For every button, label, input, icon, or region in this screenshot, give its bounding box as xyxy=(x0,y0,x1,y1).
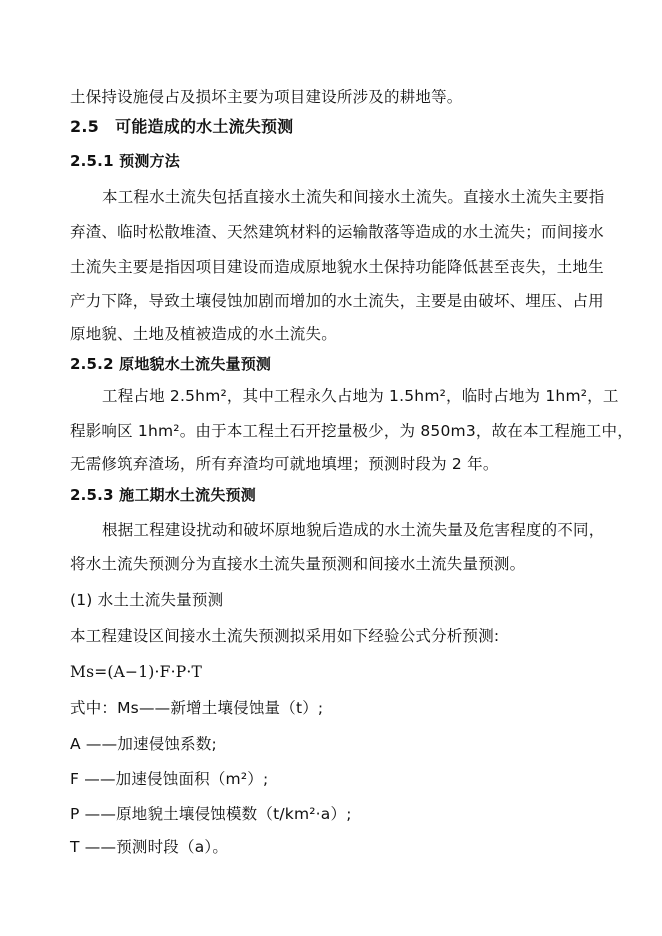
paragraph-line: 程影响区 1hm²。由于本工程土石开挖量极少，为 850m3，故在本工程施工中， xyxy=(70,422,633,440)
paragraph-line: 本工程建设区间接水土流失预测拟采用如下经验公式分析预测: xyxy=(70,627,500,645)
paragraph-line: 将水土流失预测分为直接水土流失量预测和间接水土流失量预测。 xyxy=(70,555,526,573)
paragraph-line: 本工程水土流失包括直接水土流失和间接水土流失。直接水土流失主要指 xyxy=(102,188,605,206)
subsection-heading-2-5-2: 2.5.2 原地貌水土流失量预测 xyxy=(70,355,272,373)
paragraph-line: 土流失主要是指因项目建设而造成原地貌水土保持功能降低甚至丧失，土地生 xyxy=(70,258,604,276)
formula: Ms=(A−1)·F·P·T xyxy=(70,663,203,681)
formula-definition: T ——预测时段（a）。 xyxy=(70,838,229,856)
subsection-heading-2-5-3: 2.5.3 施工期水土流失预测 xyxy=(70,486,256,504)
paragraph-line: 产力下降，导致土壤侵蚀加剧而增加的水土流失，主要是由破坏、埋压、占用 xyxy=(70,292,604,310)
paragraph-line: 无需修筑弃渣场，所有弃渣均可就地填埋；预测时段为 2 年。 xyxy=(70,455,499,473)
list-item-heading: (1) 水土土流失量预测 xyxy=(70,591,224,609)
formula-definition: 式中：Ms——新增土壤侵蚀量（t）; xyxy=(70,699,324,717)
paragraph-line: 原地貌、土地及植被造成的水土流失。 xyxy=(70,325,337,343)
text-line: 土保持设施侵占及损坏主要为项目建设所涉及的耕地等。 xyxy=(70,88,463,106)
paragraph-line: 工程占地 2.5hm²，其中工程永久占地为 1.5hm²，临时占地为 1hm²，工 xyxy=(102,387,619,405)
subsection-heading-2-5-1: 2.5.1 预测方法 xyxy=(70,152,180,170)
paragraph-line: 根据工程建设扰动和破坏原地貌后造成的水土流失量及危害程度的不同， xyxy=(102,521,605,539)
formula-definition: F ——加速侵蚀面积（m²）; xyxy=(70,770,269,788)
section-heading-2-5: 2.5 可能造成的水土流失预测 xyxy=(70,117,294,136)
formula-definition: A ——加速侵蚀系数; xyxy=(70,735,217,753)
formula-definition: P ——原地貌土壤侵蚀模数（t/km²·a）; xyxy=(70,805,352,823)
paragraph-line: 弃渣、临时松散堆渣、天然建筑材料的运输散落等造成的水土流失；而间接水 xyxy=(70,223,604,241)
